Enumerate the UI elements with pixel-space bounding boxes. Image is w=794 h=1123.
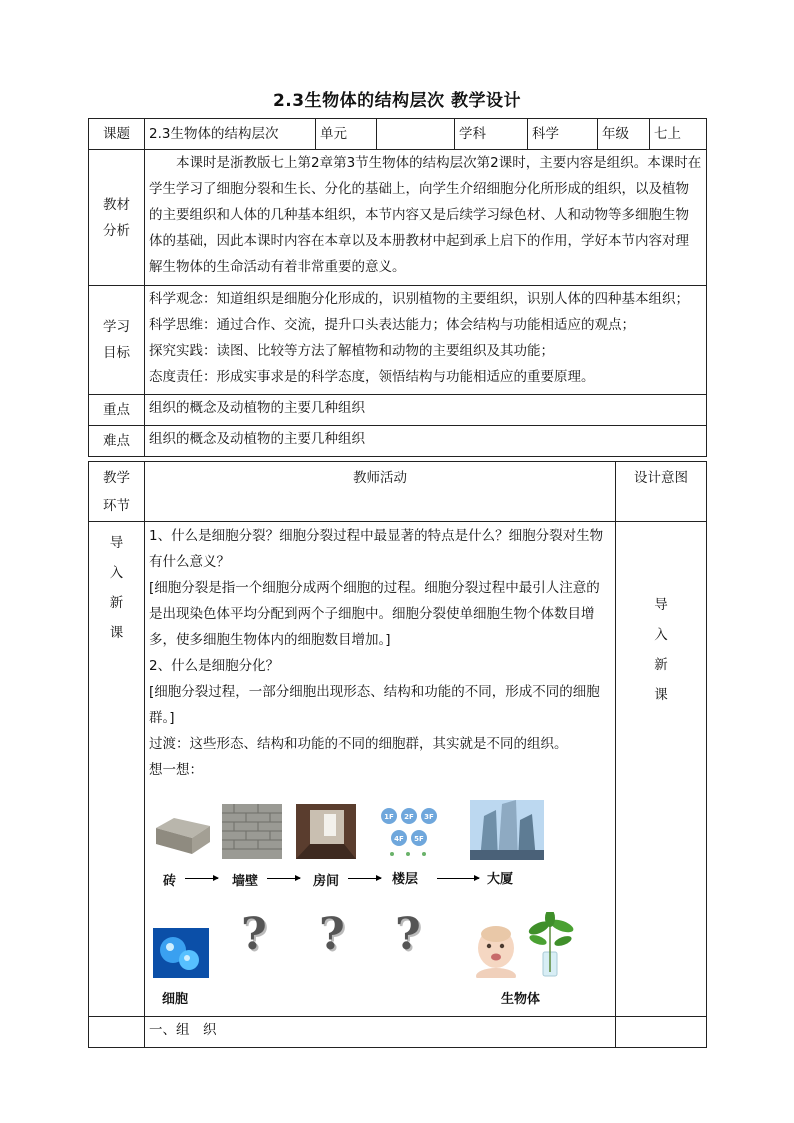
question-mark-icon: ?: [241, 909, 267, 960]
arrow-icon: [185, 878, 218, 879]
lesson-info-table: [88, 118, 707, 457]
floor-tag: 5F: [414, 835, 424, 843]
analysis-text: 本课时是浙教版七上第2章第3节生物体的结构层次第2课时，主要内容是组织。本课时在学生学习了细胞分裂和生长、分化的基础上，向学生介绍细胞分化所形成的组织，以及植物的主要组织和人体的几种基本组织，本节内容又是后续学习绿色材、人和动物等多细胞生物体的基础，因此本课时内容在本章以及本册教材中起到承上启下的作用，学好本节内容对理解生物体的生命活动有着非常重要的意义。: [145, 150, 707, 286]
goal-item: 态度责任：形成实事求是的科学态度，领悟结构与功能相适应的重要原理。: [149, 369, 595, 385]
building-image: [470, 800, 544, 860]
hierarchy-illustration: [145, 800, 615, 1015]
label-room: 房间: [313, 874, 340, 889]
label-subject: 学科: [455, 119, 528, 150]
floors-image: [378, 804, 444, 859]
label-difficulty: 难点: [89, 426, 145, 457]
brick-image: [152, 814, 212, 856]
label-wall: 墙壁: [232, 874, 259, 889]
arrow-icon: [267, 878, 300, 879]
floor-tag: 4F: [394, 835, 404, 843]
floor-tag: 2F: [404, 813, 414, 821]
floor-tag: 1F: [384, 813, 394, 821]
answer-1: [细胞分裂是指一个细胞分成两个细胞的过程。细胞分裂过程中最引人注意的是出现染色体平均分配到两个子细胞中。细胞分裂使单细胞生物个体数目增多，使多细胞生物体内的细胞数目增加。]: [149, 580, 600, 648]
teaching-process-table: [88, 461, 707, 1048]
label-brick: 砖: [163, 874, 177, 889]
label-cell: 细胞: [162, 992, 189, 1007]
goals-list: [145, 286, 707, 395]
unit-value: [377, 119, 455, 150]
page-title: 2.3生物体的结构层次 教学设计: [272, 91, 522, 111]
question-2: 2、什么是细胞分化？: [149, 658, 280, 674]
difficulty-text: 组织的概念及动植物的主要几种组织: [145, 426, 707, 457]
subject-value: 科学: [528, 119, 598, 150]
goal-item: 科学观念：知道组织是细胞分化形成的，识别植物的主要组织，识别人体的四种基本组织；: [149, 291, 689, 307]
cell-image: [153, 928, 209, 978]
header-teacher-activity: 教师活动: [145, 462, 616, 522]
answer-2: [细胞分裂过程，一部分细胞出现形态、结构和功能的不同，形成不同的细胞群。]: [149, 684, 600, 726]
goal-item: 探究实践：读图、比较等方法了解植物和动物的主要组织及其功能；: [149, 343, 554, 359]
section-heading: 一、组 织: [145, 1017, 616, 1048]
stage-intro: 导 入 新 课: [89, 522, 145, 1017]
label-topic: 课题: [89, 119, 145, 150]
room-image: [296, 804, 356, 859]
label-building: 大厦: [487, 872, 514, 887]
key-point-text: 组织的概念及动植物的主要几种组织: [145, 395, 707, 426]
stage-empty: [89, 1017, 145, 1048]
label-organism: 生物体: [501, 992, 541, 1007]
label-floor: 楼层: [392, 872, 419, 887]
goal-item: 科学思维：通过合作、交流，提升口头表达能力；体会结构与功能相适应的观点；: [149, 317, 635, 333]
header-design-intent: 设计意图: [616, 462, 707, 522]
baby-image: [469, 924, 523, 978]
label-analysis: 教材 分析: [89, 150, 145, 286]
question-1: 1、什么是细胞分裂？细胞分裂过程中最显著的特点是什么？细胞分裂对生物有什么意义？: [149, 528, 604, 570]
teacher-activity-intro: [145, 522, 616, 1017]
label-unit: 单元: [316, 119, 377, 150]
plant-image: [525, 912, 577, 978]
label-key-point: 重点: [89, 395, 145, 426]
wall-image: [222, 804, 282, 859]
intent-intro: 导 入 新 课: [616, 522, 707, 1017]
intent-empty: [616, 1017, 707, 1048]
arrow-icon: [437, 878, 479, 879]
think-prompt: 想一想：: [149, 762, 203, 778]
grade-value: 七上: [650, 119, 707, 150]
question-mark-icon: ?: [395, 909, 421, 960]
floor-tag: 3F: [424, 813, 434, 821]
question-mark-icon: ?: [319, 909, 345, 960]
label-goals: 学习 目标: [89, 286, 145, 395]
transition-text: 过渡：这些形态、结构和功能的不同的细胞群，其实就是不同的组织。: [149, 736, 568, 752]
topic-value: 2.3生物体的结构层次: [145, 119, 316, 150]
arrow-icon: [348, 878, 381, 879]
label-grade: 年级: [598, 119, 650, 150]
header-stage: 教学 环节: [89, 462, 145, 522]
